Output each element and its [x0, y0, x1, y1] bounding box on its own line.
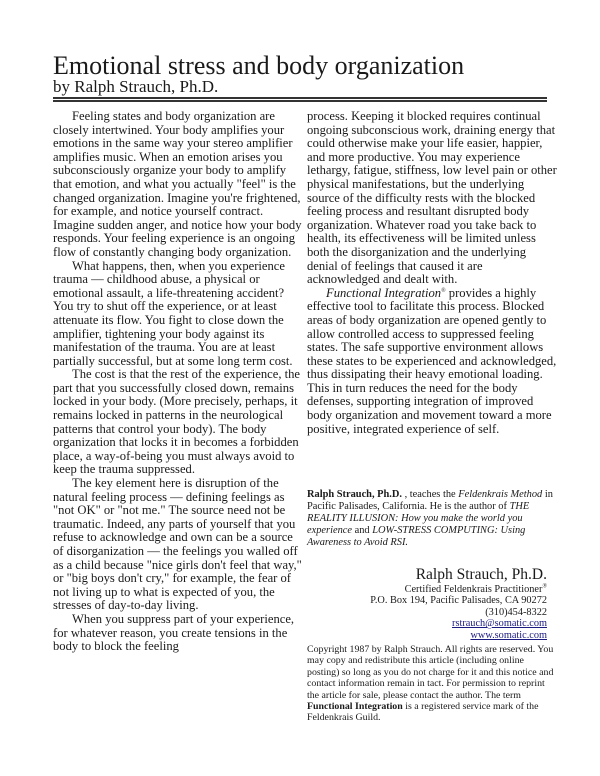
copyright-term: Functional Integration	[307, 701, 403, 713]
bio-text: , teaches the	[401, 489, 459, 500]
paragraph-4: The key element here is disruption of the natural feeling process — defining feelings as "not OK" or "not me." The source need not be traumatic. Indeed, any parts of yourself that you refuse to acknowledge and own can be a source of disorganization — the feelings you walled off as a child because "nice girls don't feel that way," or "big boys don't cry," for example, the fear of not living up to what is expected of you, the stresses of day-to-day living.	[53, 476, 302, 613]
header-rule-bottom	[53, 100, 547, 102]
paragraph-1: Feeling states and body organization are closely intertwined. Your body amplifies your emotions in the same way your stereo amplifier amplifies music. When an emotion arises you subconsciously organize your body to amplify that emotion, and what you actually "feel" is the changed organization. Imagine you're frightened, for example, and notice yourself contract. Imagine sudden anger, and notice how your body responds. Your feeling experience is an ongoing flow of constantly changing body organization.	[53, 109, 302, 259]
article-title: Emotional stress and body organization	[53, 51, 465, 80]
credential-text: Certified Feldenkrais Practitioner	[404, 584, 543, 595]
left-column	[53, 110, 303, 654]
signature-address: P.O. Box 194, Pacific Palisades, CA 90272	[370, 595, 547, 607]
bio-author-name: Ralph Strauch, Ph.D.	[307, 489, 402, 500]
paragraph-5-continued: process. Keeping it blocked requires continual ongoing subconscious work, draining energy that could otherwise make your life easier, happier, and more productive. You may experience lethargy, fatigue, stiffness, low level pain or other physical manifestations, but the underlying source of the difficulty rests with the blocked feeling process and resultant disrupted body organization. Whatever road you take back to health, its effectiveness will be limited unless both the disorganization and the underlying denial of feelings that caused it are acknowledged and dealt with.	[307, 109, 557, 287]
email-link[interactable]: rstrauch@somatic.com	[452, 618, 547, 630]
author-bio	[307, 489, 557, 549]
bio-text: in Pacific Palisades, California. He is the author of	[307, 489, 553, 512]
copyright-text: Copyright 1987 by Ralph Strauch. All rights are reserved. You may copy and redistribute this article (including online posting) so long as you do not charge for it and this notice and contact information remain in tact. For permission to reprint the article for sale, please contact the author. The term	[307, 644, 554, 701]
signature-credential	[370, 584, 547, 595]
bio-book-1: THE REALITY ILLUSION: How you make the world you experience	[307, 501, 530, 536]
bio-method: Feldenkrais Method	[458, 489, 543, 500]
paragraph-3: The cost is that the rest of the experience, the part that you successfully closed down, remains locked in your body. (More precisely, perhaps, it remains locked in patterns in the neurological patterns that control your body). The body organization that locks it in becomes a forbidden place, a way-of-being you must always avoid to keep the trauma suppressed.	[53, 367, 300, 477]
registered-mark: ®	[542, 583, 547, 590]
paragraph-5: When you suppress part of your experience, for whatever reason, you create tensions in the body to block the feeling	[53, 611, 295, 654]
bio-text: and	[352, 525, 373, 536]
header-rule-top	[53, 97, 547, 99]
signature-block	[370, 566, 547, 641]
registered-mark: ®	[441, 287, 446, 294]
copyright-text: is a registered service mark of the Feldenkrais Guild.	[307, 701, 539, 724]
copyright-notice	[307, 644, 557, 724]
signature-name: Ralph Strauch, Ph.D.	[415, 566, 547, 583]
website-link[interactable]: www.somatic.com	[470, 629, 547, 641]
paragraph-2: What happens, then, when you experience trauma — childhood abuse, a physical or emotional assault, a life-threatening accident? You try to shut off the experience, or at least attenuate its flow. You fight to close down the amplifier, tightening your body against its manifestation of the trauma. You are at least partially successful, but at some long term cost.	[53, 258, 293, 368]
signature-phone: (310)454-8322	[485, 606, 547, 618]
paragraph-6	[307, 287, 557, 437]
paragraph-6-text: provides a highly effective tool to facilitate this process. Blocked areas of body organization are opened gently to allow controlled access to suppressed feeling states. The safe supportive environment allows these states to be experienced and acknowledged, thus dissipating their heavy emotional loading. This in turn reduces the need for the body defenses, supporting integration of improved body organization and movement toward a more positive, integrated experience of self.	[307, 285, 557, 436]
functional-integration-term: Functional Integration	[326, 285, 442, 300]
bio-book-2: LOW-STRESS COMPUTING: Using Awareness to Avoid RSI.	[307, 525, 526, 548]
right-column	[307, 110, 557, 436]
article-byline: by Ralph Strauch, Ph.D.	[53, 77, 219, 96]
